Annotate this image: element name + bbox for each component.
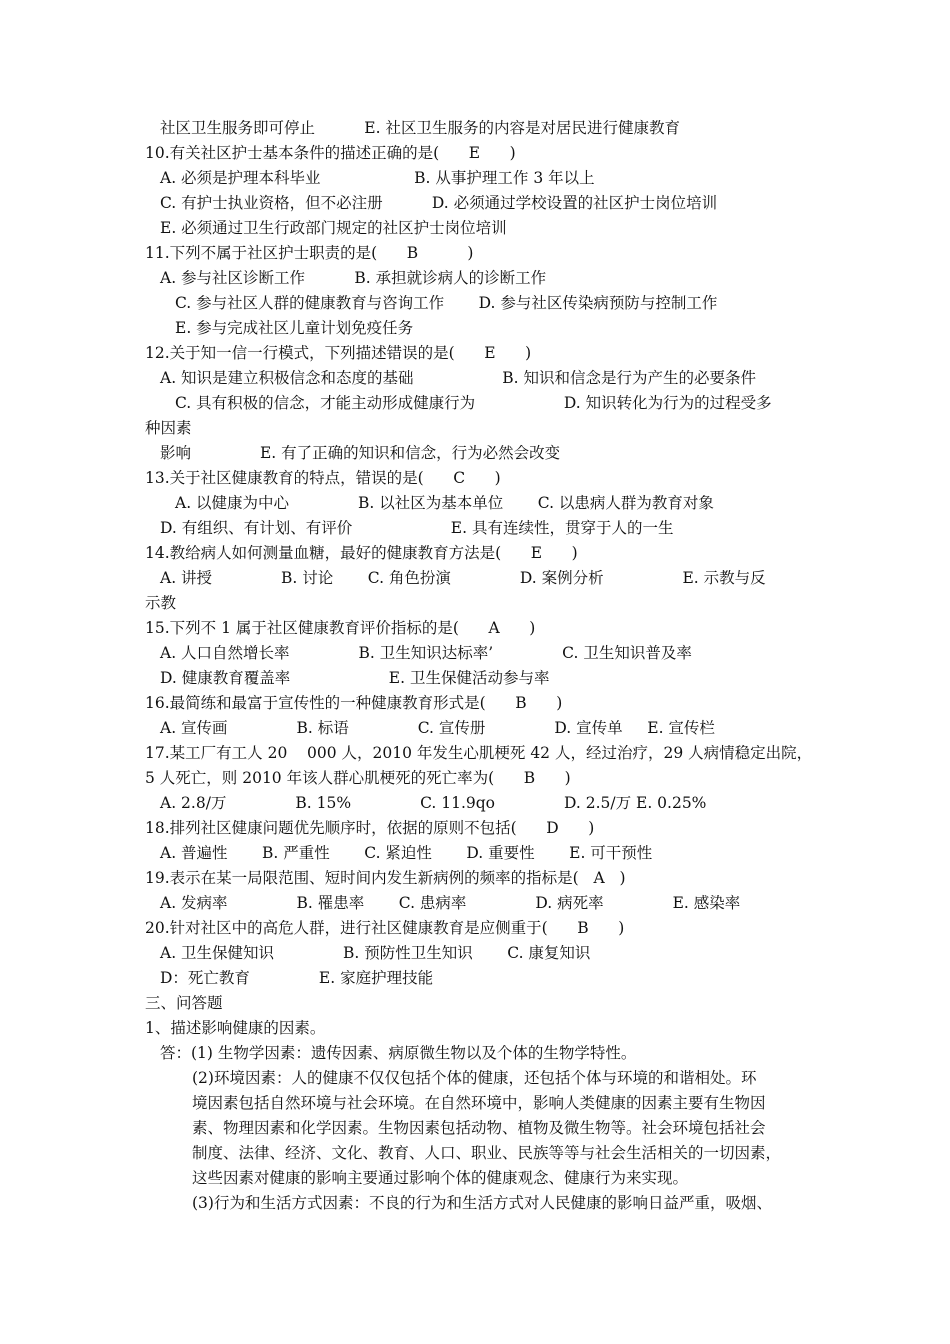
section-heading: 三、问答题 [145, 994, 223, 1012]
answer-point-1: 答：(1) 生物学因素：遗传因素、病原微生物以及个体的生物学特性。 [160, 1044, 637, 1062]
answer-point-3: (3)行为和生活方式因素：不良的行为和生活方式对人民健康的影响日益严重，吸烟、 [192, 1194, 772, 1212]
question-19-options: A. 发病率 B. 罹患率 C. 患病率 D. 病死率 E. 感染率 [160, 894, 741, 912]
question-18-options: A. 普遍性 B. 严重性 C. 紧迫性 D. 重要性 E. 可干预性 [160, 844, 653, 862]
question-17-wrap: 5 人死亡，则 2010 年该人群心肌梗死的死亡率为( B ) [145, 769, 571, 787]
question-13-options-abc: A. 以健康为中心 B. 以社区为基本单位 C. 以患病人群为教育对象 [175, 494, 714, 512]
question-15-options-de: D. 健康教育覆盖率 E. 卫生保健活动参与率 [160, 669, 550, 687]
question-13: 13.关于社区健康教育的特点，错误的是( C ) [145, 469, 501, 487]
question-14-options: A. 讲授 B. 讨论 C. 角色扮演 D. 案例分析 E. 示教与反 [160, 569, 766, 587]
question-15: 15.下列不 1 属于社区健康教育评价指标的是( A ) [145, 619, 536, 637]
question-17: 17.某工厂有工人 20 000 人，2010 年发生心肌梗死 42 人，经过治疗，29 人病情稳定出院， [145, 744, 813, 762]
answer-point-2-line-3: 素、物理因素和化学因素。生物因素包括动物、植物及微生物等。社会环境包括社会 [192, 1119, 766, 1137]
question-15-options-abc: A. 人口自然增长率 B. 卫生知识达标率’ C. 卫生知识普及率 [160, 644, 692, 662]
question-16-options: A. 宣传画 B. 标语 C. 宣传册 D. 宣传单 E. 宣传栏 [160, 719, 715, 737]
question-12-option-e: 影响 E. 有了正确的知识和信念，行为必然会改变 [160, 444, 561, 462]
question-12-wrap: 种因素 [145, 419, 192, 437]
question-10-options-cd: C. 有护士执业资格，但不必注册 D. 必须通过学校设置的社区护士岗位培训 [160, 194, 718, 212]
question-18: 18.排列社区健康问题优先顺序时，依据的原则不包括( D ) [145, 819, 595, 837]
question-12: 12.关于知一信一行模式，下列描述错误的是( E ) [145, 344, 532, 362]
essay-question-1: 1、描述影响健康的因素。 [145, 1019, 326, 1037]
question-11: 11.下列不属于社区护士职责的是( B ) [145, 244, 474, 262]
question-14-wrap: 示教 [145, 594, 177, 612]
question-10-options-ab: A. 必须是护理本科毕业 B. 从事护理工作 3 年以上 [160, 169, 595, 187]
question-20: 20.针对社区中的高危人群，进行社区健康教育是应侧重于( B ) [145, 919, 625, 937]
answer-point-2-line-5: 这些因素对健康的影响主要通过影响个体的健康观念、健康行为来实现。 [192, 1169, 689, 1187]
text-line-1: 社区卫生服务即可停止 E. 社区卫生服务的内容是对居民进行健康教育 [160, 119, 680, 137]
answer-point-2-line-2: 境因素包括自然环境与社会环境。在自然环境中，影响人类健康的因素主要有生物因 [192, 1094, 766, 1112]
question-13-options-de: D. 有组织、有计划、有评价 E. 具有连续性，贯穿于人的一生 [160, 519, 674, 537]
question-14: 14.教给病人如何测量血糖，最好的健康教育方法是( E ) [145, 544, 578, 562]
question-16: 16.最简练和最富于宣传性的一种健康教育形式是( B ) [145, 694, 563, 712]
question-20-options-abc: A. 卫生保健知识 B. 预防性卫生知识 C. 康复知识 [160, 944, 591, 962]
answer-point-2-line-4: 制度、法律、经济、文化、教育、人口、职业、民族等等与社会生活相关的一切因素， [192, 1144, 782, 1162]
question-11-options-cd: C. 参与社区人群的健康教育与咨询工作 D. 参与社区传染病预防与控制工作 [175, 294, 718, 312]
question-10: 10.有关社区护士基本条件的描述正确的是( E ) [145, 144, 516, 162]
question-12-options-cd: C. 具有积极的信念，才能主动形成健康行为 D. 知识转化为行为的过程受多 [175, 394, 772, 412]
question-17-options: A. 2.8/万 B. 15% C. 11.9qo D. 2.5/万 E. 0.25% [160, 794, 707, 812]
question-10-option-e: E. 必须通过卫生行政部门规定的社区护士岗位培训 [160, 219, 507, 237]
question-20-options-de: D：死亡教育 E. 家庭护理技能 [160, 969, 434, 987]
answer-point-2: (2)环境因素：人的健康不仅仅包括个体的健康，还包括个体与环境的和谐相处。环 [192, 1069, 757, 1087]
question-11-options-ab: A. 参与社区诊断工作 B. 承担就诊病人的诊断工作 [160, 269, 547, 287]
question-12-options-ab: A. 知识是建立积极信念和态度的基础 B. 知识和信念是行为产生的必要条件 [160, 369, 756, 387]
question-19: 19.表示在某一局限范围、短时间内发生新病例的频率的指标是( A ) [145, 869, 626, 887]
question-11-option-e: E. 参与完成社区儿童计划免疫任务 [175, 319, 414, 337]
